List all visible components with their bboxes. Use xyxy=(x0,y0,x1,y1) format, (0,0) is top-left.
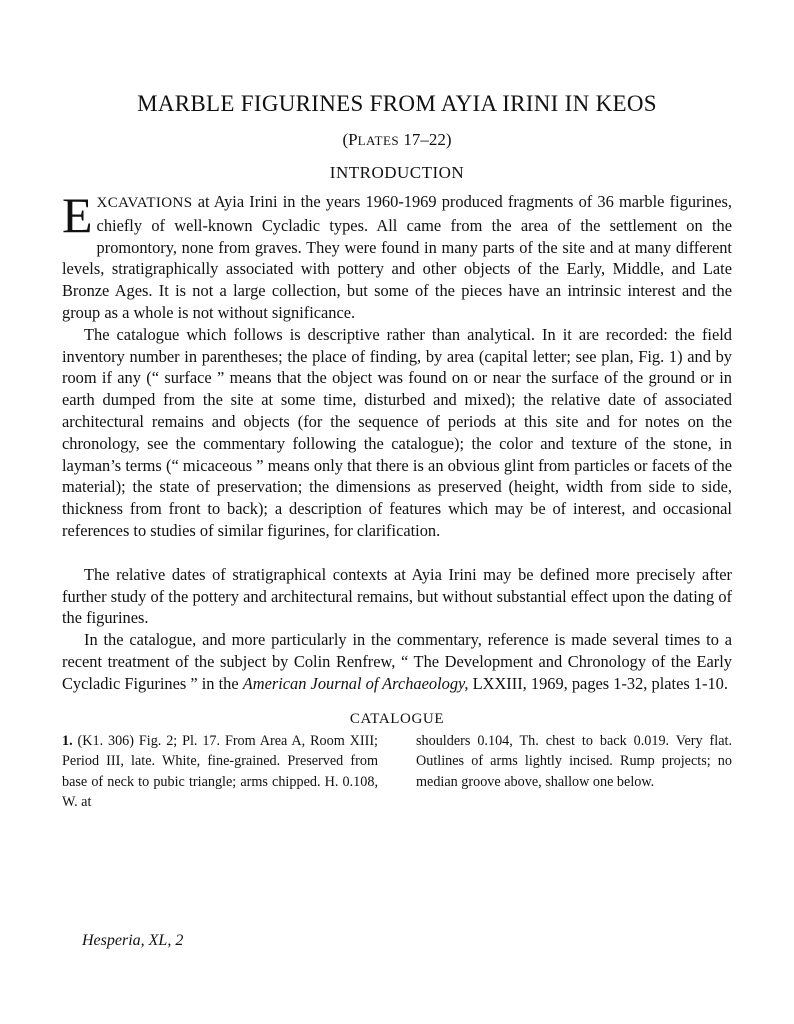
smallcaps-opening: XCAVATIONS xyxy=(96,195,193,211)
intro-paragraph-1 xyxy=(62,187,732,324)
entry-number: 1. xyxy=(62,732,73,749)
paragraph-1-text: at Ayia Irini in the years 1960-1969 produced fragments of 36 marble figurines, chiefly of well-known Cycladic types. All came from the area of the settlement on the promontory, none from graves. They were found in many parts of the site and at many different levels, stratigraphically associated with pottery and other objects of the Early, Middle, and Late Bronze Ages. It is not a large collection, but some of the pieces have an intrinsic interest and the group as a whole is not without significance. xyxy=(62,192,732,322)
catalogue-column-right xyxy=(416,731,732,813)
article-page xyxy=(62,88,732,813)
catalogue-columns xyxy=(62,731,732,813)
article-title: MARBLE FIGURINES FROM AYIA IRINI IN KEOS xyxy=(137,91,657,116)
intro-paragraph-4 xyxy=(62,629,732,694)
paragraph-4-tail: LXXIII, 1969, pages 1-32, plates 1-10. xyxy=(468,673,728,693)
paragraph-gap xyxy=(62,542,732,564)
intro-paragraph-2: The catalogue which follows is descriptive rather than analytical. In it are recorded: the field inventory number in parentheses; the place of finding, by area (capital letter; see plan, Fig. 1) and by room if any (“ surface ” means that the object was found on or near the surface of the ground or in earth dumped from the site at some time, disturbed and mixed); the relative date of associated architectural remains and objects (for the sequence of periods at this site and for notes on the chronology, see the commentary following the catalogue); the color and texture of the stone, in layman’s terms (“ micaceous ” means only that there is an obvious glint from particles or facets of the material); the state of preservation; the dimensions as preserved (height, width from side to side, thickness from front to back); a description of features which may be of interest, and occasional references to studies of similar figurines, for clarification. xyxy=(62,324,732,540)
introduction-heading: INTRODUCTION xyxy=(329,163,465,182)
catalogue-column-left xyxy=(62,731,378,813)
plates-initial: P xyxy=(348,130,358,149)
catalogue-heading: CATALOGUE xyxy=(349,710,445,727)
intro-paragraph-3: The relative dates of stratigraphical contexts at Ayia Irini may be defined more precisely after further study of the pottery and architectural remains, but without substantial effect upon the dating of the figurines. xyxy=(62,564,732,628)
plates-word: LATES xyxy=(357,133,400,148)
drop-cap: E xyxy=(62,187,93,243)
journal-title: American Journal of Archaeology, xyxy=(242,673,469,693)
entry-text-right: shoulders 0.104, Th. chest to back 0.019. Very flat. Outlines of arms lightly incised. Rump projects; no median groove above, shallow one below. xyxy=(416,732,732,790)
plates-reference xyxy=(62,128,732,153)
plates-range: 17–22) xyxy=(399,130,452,149)
entry-text-left: (K1. 306) Fig. 2; Pl. 17. From Area A, Room XIII; Period III, late. White, fine-grained. Preserved from base of neck to pubic triangle; arms chipped. H. 0.108, W. at xyxy=(62,732,378,811)
journal-footer: Hesperia, XL, 2 xyxy=(82,932,184,949)
plates-open: ( xyxy=(342,130,349,149)
paragraph-4-text: In the catalogue, and more particularly in the commentary, reference is made several times to a recent treatment of the subject by Colin Renfrew, “ The Development and Chronology of the Early Cycladic Figurines ” in the xyxy=(62,630,732,693)
